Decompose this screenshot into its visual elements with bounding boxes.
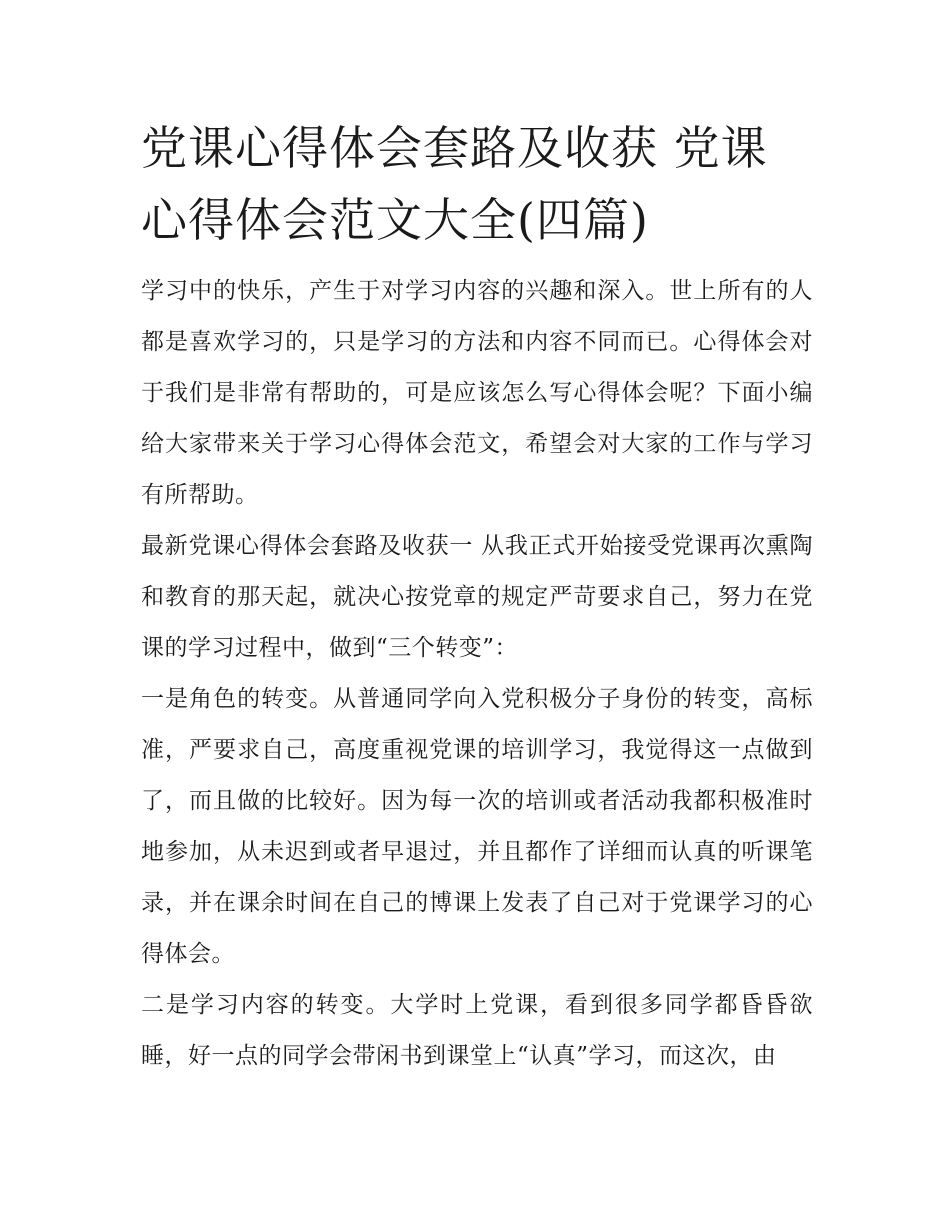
- role-change-paragraph: 一是角色的转变。从普通同学向入党积极分子身份的转变，高标准，严要求自己，高度重视党课的培训学习，我觉得这一点做到了，而且做的比较好。因为每一次的培训或者活动我都积极准时地参加，从未迟到或者早退过，并且都作了详细而认真的听课笔录，并在课余时间在自己的博课上发表了自己对于党课学习的心得体会。: [141, 686, 813, 967]
- intro-paragraph: 学习中的快乐，产生于对学习内容的兴趣和深入。世上所有的人都是喜欢学习的，只是学习的方法和内容不同而已。心得体会对于我们是非常有帮助的，可是应该怎么写心得体会呢？下面小编给大家带来关于学习心得体会范文，希望会对大家的工作与学习有所帮助。: [141, 278, 813, 508]
- document-body: [141, 266, 813, 1082]
- document-content: [141, 112, 813, 1082]
- section-one-intro-paragraph: 最新党课心得体会套路及收获一 从我正式开始接受党课再次熏陶和教育的那天起，就决心按党章的规定严苛要求自己，努力在党课的学习过程中，做到“三个转变”：: [141, 533, 813, 661]
- content-change-paragraph: 二是学习内容的转变。大学时上党课，看到很多同学都昏昏欲睡，好一点的同学会带闲书到课堂上“认真”学习，而这次，由: [141, 992, 813, 1069]
- document-title: 党课心得体会套路及收获 党课心得体会范文大全(四篇): [141, 121, 768, 247]
